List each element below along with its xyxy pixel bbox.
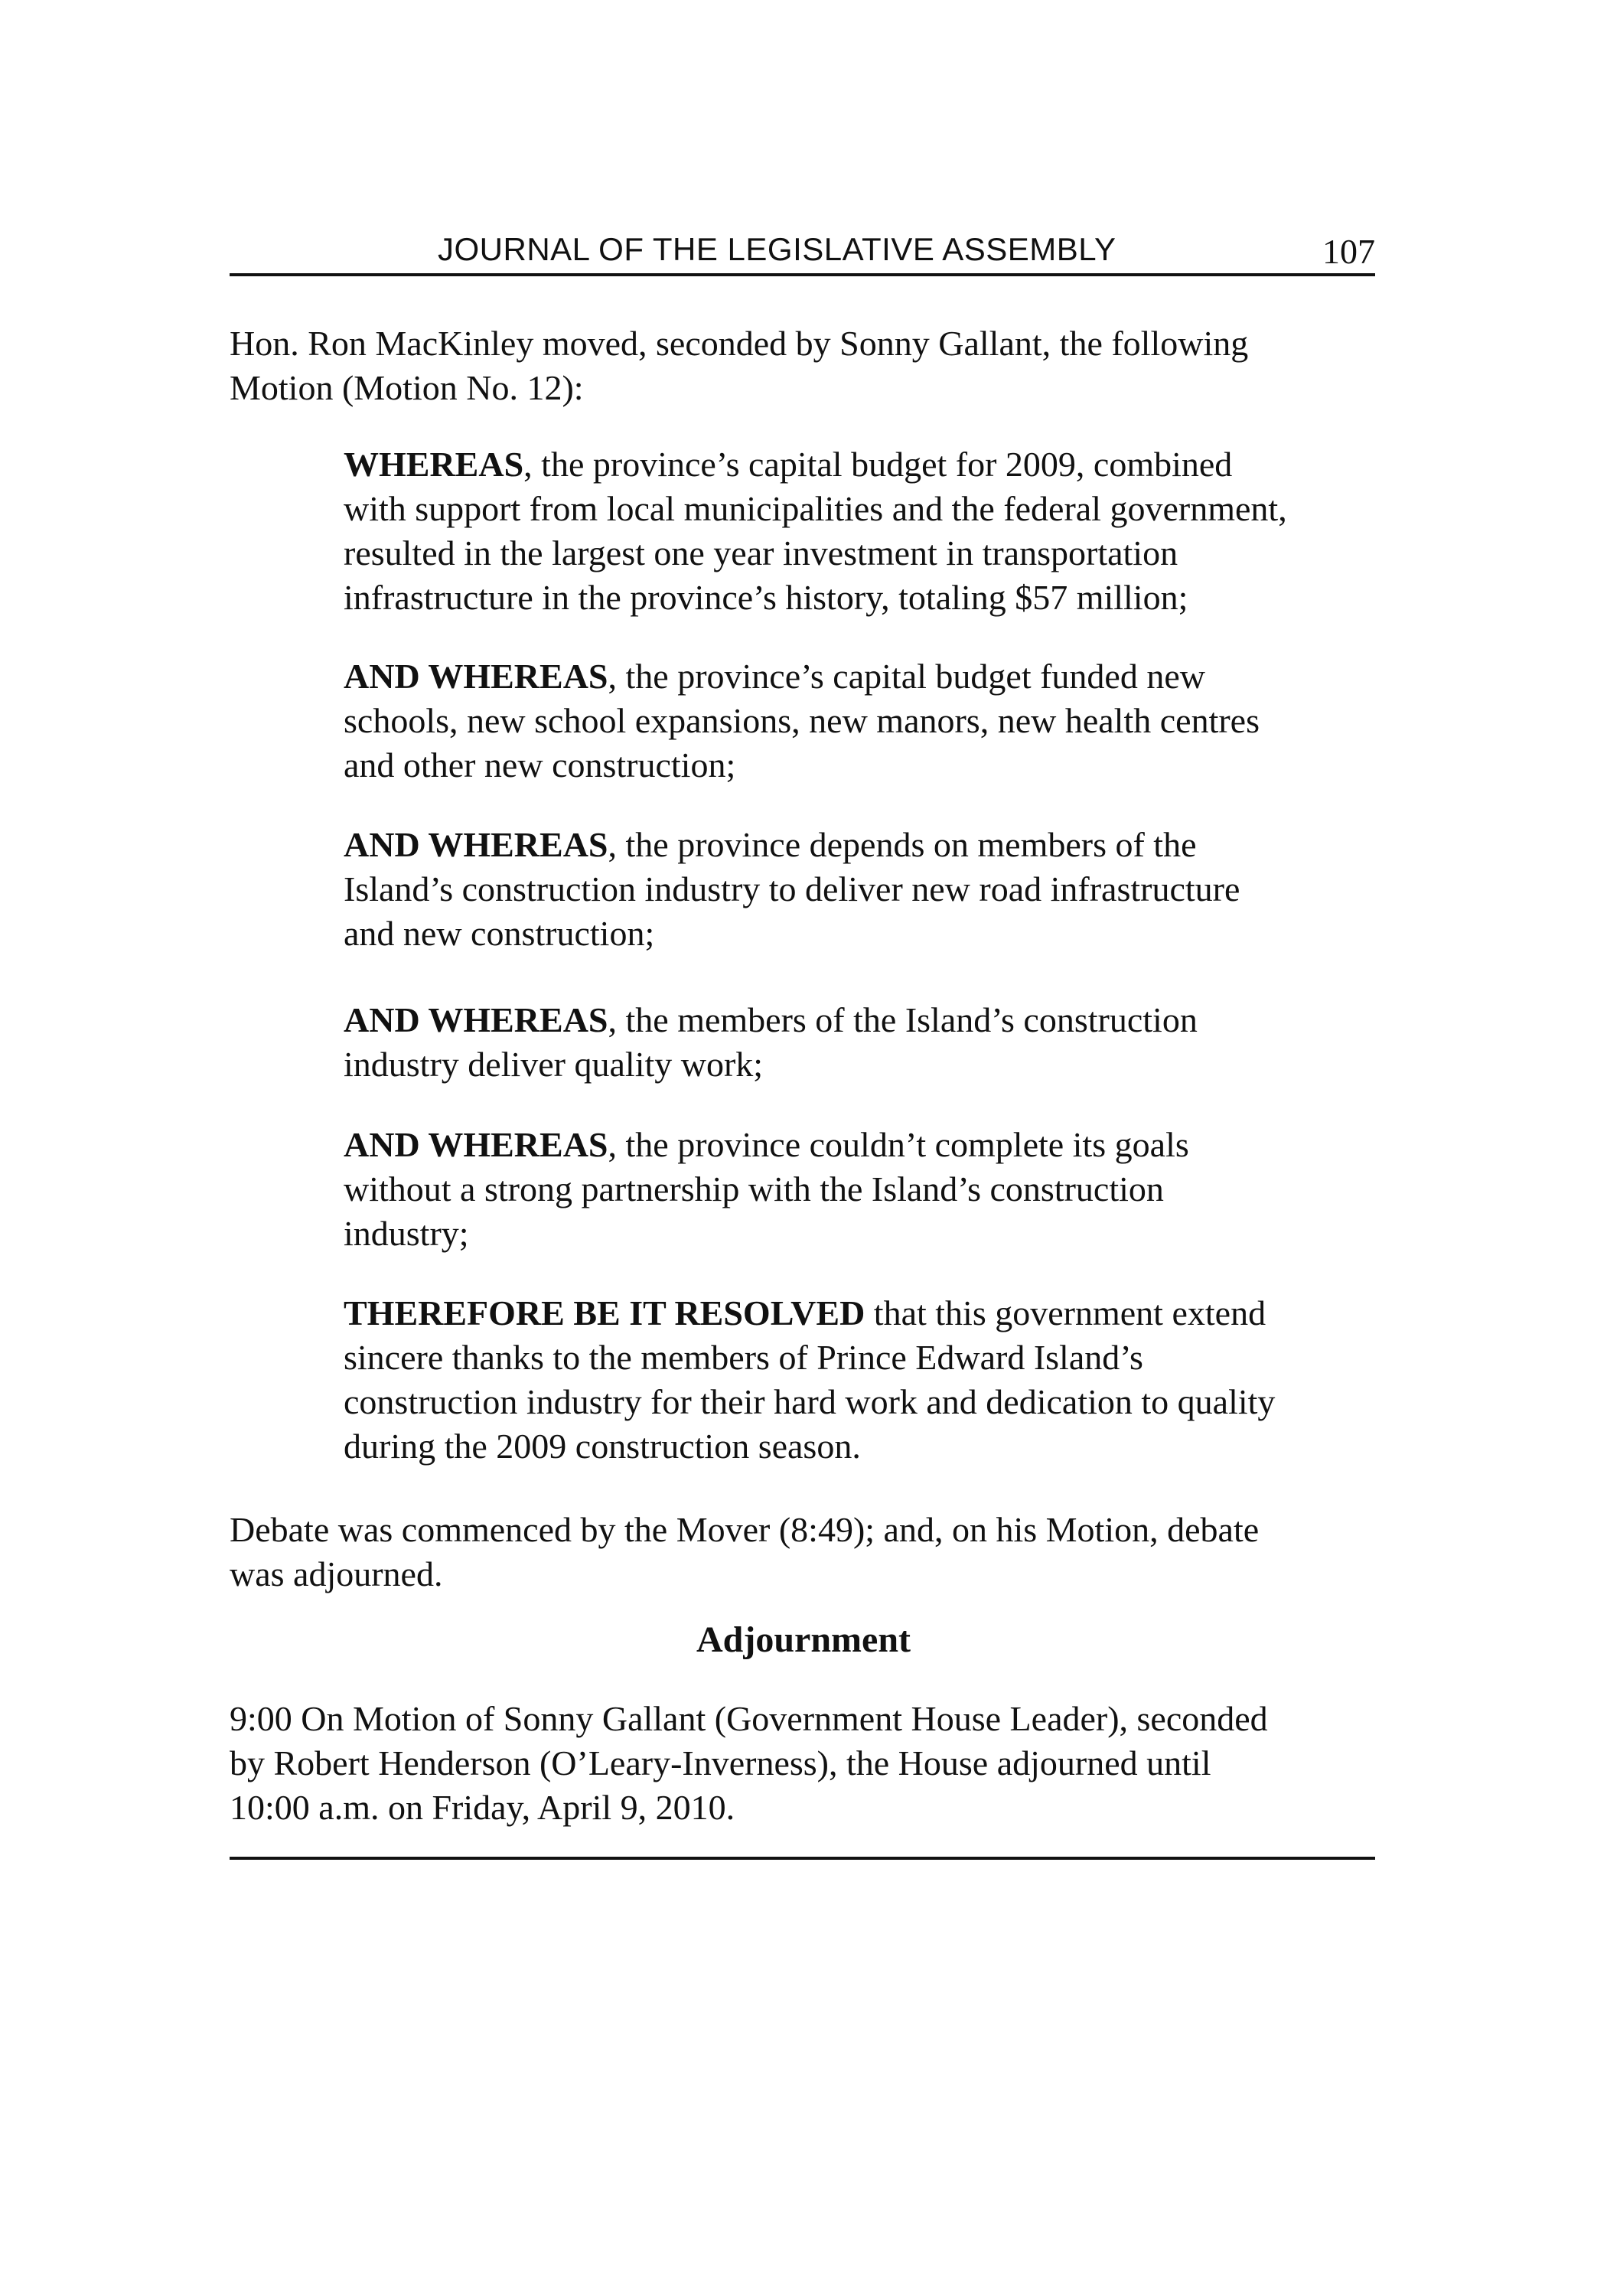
intro-line: Hon. Ron MacKinley moved, seconded by Sonny Gallant, the following	[230, 324, 1249, 363]
clause-keyword: AND WHEREAS	[344, 825, 608, 864]
clause-line: with support from local municipalities and the federal government,	[344, 489, 1287, 528]
debate-line: was adjourned.	[230, 1554, 443, 1593]
footer-rule	[230, 1857, 1375, 1860]
clause-line: without a strong partnership with the Island’s construction	[344, 1169, 1164, 1208]
intro-line: Motion (Motion No. 12):	[230, 368, 584, 407]
adjournment-line: 10:00 a.m. on Friday, April 9, 2010.	[230, 1788, 735, 1827]
clause-line: during the 2009 construction season.	[344, 1427, 861, 1466]
page-number: 107	[1322, 232, 1375, 271]
clause-text: , the province couldn’t complete its goals	[608, 1125, 1189, 1164]
clause-line: industry deliver quality work;	[344, 1045, 764, 1084]
clause-first-line	[344, 823, 1240, 867]
whereas-clause	[344, 442, 1287, 620]
clause-text: , the province’s capital budget funded new	[608, 657, 1205, 696]
clause-line: sincere thanks to the members of Prince Edward Island’s	[344, 1338, 1143, 1377]
header-rule	[230, 273, 1375, 276]
clause-line: infrastructure in the province’s history, totaling $57 million;	[344, 578, 1188, 617]
whereas-clause	[344, 1123, 1189, 1256]
clause-line: resulted in the largest one year investment in transportation	[344, 533, 1178, 572]
debate-line: Debate was commenced by the Mover (8:49); and, on his Motion, debate	[230, 1510, 1260, 1549]
resolution-clause	[344, 1291, 1275, 1469]
clause-text: , the members of the Island’s construction	[608, 1000, 1198, 1039]
clause-keyword: AND WHEREAS	[344, 1000, 608, 1039]
clause-line: construction industry for their hard work and dedication to quality	[344, 1382, 1276, 1421]
whereas-clause	[344, 823, 1240, 956]
adjournment-heading: Adjournment	[696, 1619, 911, 1660]
clause-text: , the province’s capital budget for 2009, combined	[523, 445, 1233, 484]
clause-line: schools, new school expansions, new manors, new health centres	[344, 701, 1260, 740]
clause-line: industry;	[344, 1214, 469, 1253]
clause-keyword: AND WHEREAS	[344, 657, 608, 696]
whereas-clause	[344, 654, 1260, 788]
adjournment-line: by Robert Henderson (O’Leary-Inverness), the House adjourned until	[230, 1743, 1211, 1782]
clause-keyword: AND WHEREAS	[344, 1125, 608, 1164]
debate-paragraph	[230, 1508, 1259, 1596]
motion-intro	[230, 321, 1248, 410]
journal-title: JOURNAL OF THE LEGISLATIVE ASSEMBLY	[438, 231, 1116, 267]
adjournment-line: 9:00 On Motion of Sonny Gallant (Government House Leader), seconded	[230, 1699, 1268, 1738]
clause-keyword: THEREFORE BE IT RESOLVED	[344, 1293, 865, 1332]
clause-line: Island’s construction industry to deliver new road infrastructure	[344, 869, 1240, 908]
whereas-clause	[344, 998, 1198, 1087]
page-header	[230, 228, 1375, 274]
clause-line: and other new construction;	[344, 745, 736, 784]
clause-line: and new construction;	[344, 914, 655, 953]
clause-keyword: WHEREAS	[344, 445, 524, 484]
clause-first-line	[344, 442, 1287, 487]
clause-first-line	[344, 1123, 1189, 1167]
clause-first-line	[344, 1291, 1275, 1336]
adjournment-paragraph	[230, 1697, 1268, 1830]
clause-text: that this government extend	[865, 1293, 1266, 1332]
clause-text: , the province depends on members of the	[608, 825, 1197, 864]
clause-first-line	[344, 998, 1198, 1042]
clause-first-line	[344, 654, 1260, 699]
